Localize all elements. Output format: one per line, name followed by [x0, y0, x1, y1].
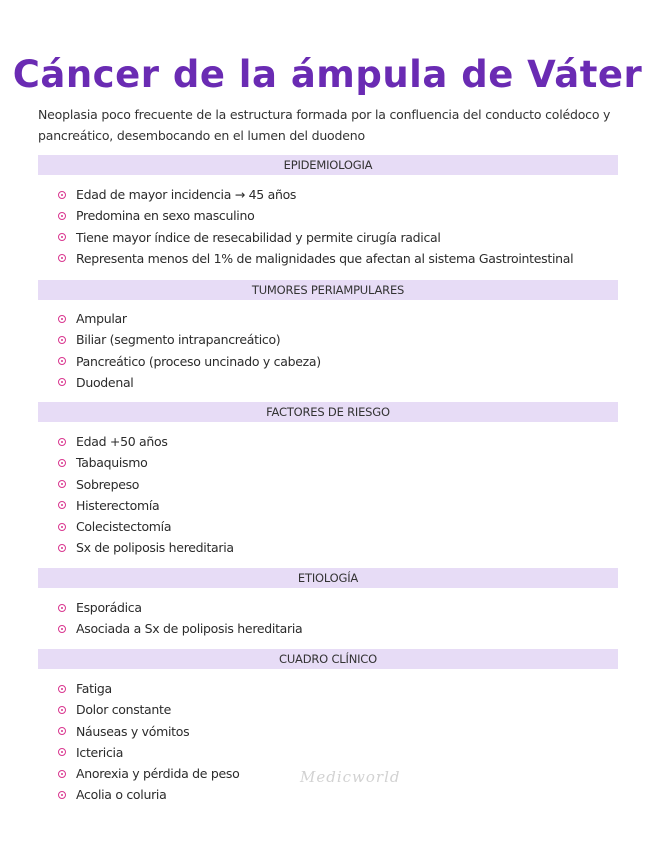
intro-paragraph: Neoplasia poco frecuente de la estructura formada por la confluencia del conducto colédoco y pancreático, desembocando en el lumen del duodeno — [38, 107, 611, 143]
list-item-text: Ampular — [76, 311, 127, 326]
list-item-text: Colecistectomía — [76, 519, 172, 535]
ring-bullet-icon — [58, 459, 66, 467]
list-item — [58, 721, 618, 742]
list-item — [58, 431, 618, 452]
ring-bullet-icon — [58, 501, 66, 509]
list-item — [58, 227, 618, 248]
ring-bullet-icon — [58, 378, 66, 386]
list-item — [58, 351, 618, 372]
ring-bullet-icon — [58, 791, 66, 799]
list-item-text: Anorexia y pérdida de peso — [76, 766, 240, 782]
section-header-etiologia: ETIOLOGÍA — [38, 568, 618, 588]
list-item-text: Sx de poliposis hereditaria — [76, 540, 234, 556]
ring-bullet-icon — [58, 748, 66, 756]
section-header-factores-de-riesgo: FACTORES DE RIESGO — [38, 402, 618, 422]
list-item — [58, 495, 618, 516]
list-item-text: Ictericia — [76, 744, 124, 760]
ring-bullet-icon — [58, 233, 66, 241]
ring-bullet-icon — [58, 438, 66, 446]
ring-bullet-icon — [58, 336, 66, 344]
list-item — [58, 618, 618, 639]
list-item-text: Edad +50 años — [76, 434, 168, 449]
list-item — [58, 205, 618, 226]
ring-bullet-icon — [58, 212, 66, 220]
etiologia-list — [58, 597, 618, 640]
ring-bullet-icon — [58, 523, 66, 531]
list-item — [58, 537, 618, 558]
list-item — [58, 516, 618, 537]
list-item-text: Edad de mayor incidencia → 45 años — [76, 187, 297, 202]
list-item-text: Pancreático (proceso uncinado y cabeza) — [76, 353, 321, 369]
epidemiologia-list — [58, 184, 618, 269]
factores-de-riesgo-list — [58, 431, 618, 559]
page-title: Cáncer de la ámpula de Váter — [12, 52, 643, 96]
list-item — [58, 784, 618, 805]
list-item-text: Asociada a Sx de poliposis hereditaria — [76, 621, 303, 637]
watermark: Medicworld — [300, 768, 401, 786]
list-item-text: Histerectomía — [76, 497, 160, 513]
tumores-periampulares-list — [58, 308, 618, 393]
section-header-epidemiologia: EPIDEMIOLOGIA — [38, 155, 618, 175]
ring-bullet-icon — [58, 604, 66, 612]
list-item — [58, 474, 618, 495]
ring-bullet-icon — [58, 727, 66, 735]
ring-bullet-icon — [58, 357, 66, 365]
ring-bullet-icon — [58, 544, 66, 552]
list-item-text: Náuseas y vómitos — [76, 723, 190, 739]
list-item-text: Esporádica — [76, 600, 142, 615]
cuadro-clinico-list — [58, 678, 618, 806]
section-header-cuadro-clinico: CUADRO CLÍNICO — [38, 649, 618, 669]
list-item — [58, 699, 618, 720]
list-item-text: Dolor constante — [76, 702, 172, 718]
ring-bullet-icon — [58, 315, 66, 323]
list-item — [58, 372, 618, 393]
list-item-text: Biliar (segmento intrapancreático) — [76, 332, 281, 348]
ring-bullet-icon — [58, 685, 66, 693]
list-item-text: Tabaquismo — [76, 455, 148, 471]
ring-bullet-icon — [58, 480, 66, 488]
list-item-text: Acolia o coluria — [76, 787, 167, 803]
list-item — [58, 308, 618, 329]
ring-bullet-icon — [58, 770, 66, 778]
list-item — [58, 742, 618, 763]
list-item-text: Duodenal — [76, 374, 134, 390]
list-item — [58, 678, 618, 699]
ring-bullet-icon — [58, 706, 66, 714]
list-item-text: Sobrepeso — [76, 476, 140, 492]
list-item — [58, 597, 618, 618]
list-item — [58, 452, 618, 473]
ring-bullet-icon — [58, 625, 66, 633]
list-item-text: Representa menos del 1% de malignidades que afectan al sistema Gastrointestinal — [76, 250, 574, 266]
ring-bullet-icon — [58, 254, 66, 262]
list-item-text: Predomina en sexo masculino — [76, 208, 255, 224]
section-header-tumores-periampulares: TUMORES PERIAMPULARES — [38, 280, 618, 300]
list-item-text: Fatiga — [76, 681, 112, 696]
list-item-text: Tiene mayor índice de resecabilidad y permite cirugía radical — [76, 229, 441, 245]
list-item — [58, 329, 618, 350]
list-item — [58, 248, 618, 269]
list-item — [58, 184, 618, 205]
ring-bullet-icon — [58, 191, 66, 199]
